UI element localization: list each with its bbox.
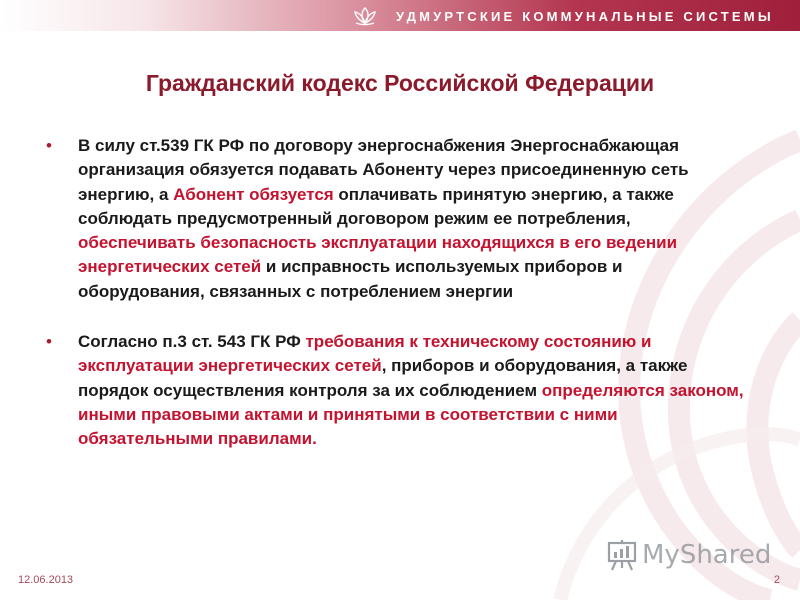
lotus-icon [352, 6, 378, 26]
bullet-dot-icon: • [46, 332, 52, 352]
bullet-segment: В силу ст.539 ГК РФ по договору энергоснабжения Энергоснабжающая организация обязуется подавать Абоненту через присоединенную сеть энергию, а [78, 136, 689, 204]
bullet-segment-highlight: определяются законом, иными правовыми актами и принятыми в соответствии с ними обязательными правилами. [78, 380, 744, 449]
brand [352, 6, 774, 26]
bullet-dot-icon: • [46, 136, 52, 155]
bullet-item [46, 134, 746, 304]
footer-date: 12.06.2013 [18, 574, 74, 586]
bullet-segment-highlight: обеспечивать безопасность эксплуатации находящихся в его ведении энергетических сетей [78, 233, 678, 277]
page-number: 2 [773, 574, 780, 586]
bullet-segment: , приборов и оборудования, а также порядок осуществления контроля за их соблюдением [78, 356, 688, 400]
bullet-segment-highlight: требования к техническому состоянию и эксплуатации энергетических сетей [78, 332, 652, 376]
presentation-board-icon [606, 538, 640, 572]
bullet-item [46, 330, 746, 451]
watermark-text: MyShared [642, 540, 772, 570]
slide-title: Гражданский кодекс Российской Федерации [145, 70, 655, 96]
bullet-segment: Согласно п.3 ст. 543 ГК РФ [78, 332, 306, 352]
watermark [606, 538, 771, 572]
bullet-segment-highlight: Абонент обязуется [173, 184, 334, 204]
bullet-segment: и исправность используемых приборов и оборудования, связанных с потреблением энергии [78, 257, 623, 301]
bullet-segment: оплачивать принятую энергию, а также соблюдать предусмотренный договором режим ее потребления, [78, 184, 674, 228]
brand-name: УДМУРТСКИЕ КОММУНАЛЬНЫЕ СИСТЕМЫ [396, 8, 774, 24]
bullet-list [46, 134, 746, 452]
